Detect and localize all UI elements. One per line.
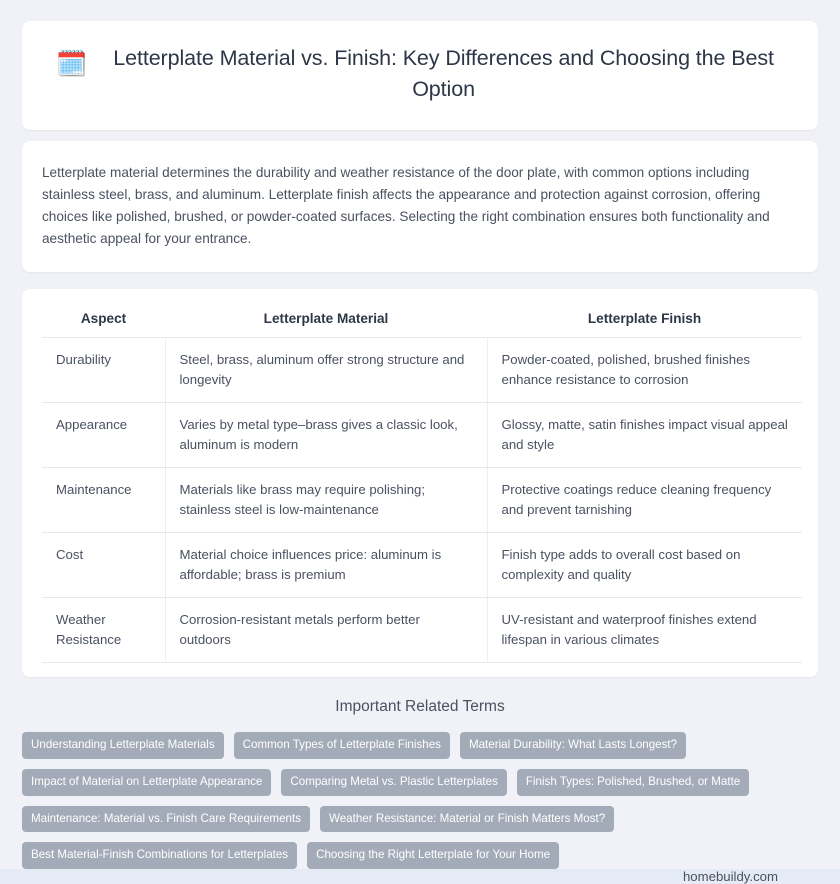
description-text: Letterplate material determines the durability and weather resistance of the door plate, with common options including stainless steel, brass, and aluminum. Letterplate finish affects the appearance and protection against corrosion, offering choices like polished, brushed, or powder-coated surfaces. Selecting the right combination ensures both functionality and aesthetic appeal for your entrance. xyxy=(42,165,770,247)
table-cell-material: Material choice influences price: aluminum is affordable; brass is premium xyxy=(165,533,487,598)
table-header-finish: Letterplate Finish xyxy=(487,305,802,338)
table-header-row xyxy=(42,305,802,338)
table-cell-material: Steel, brass, aluminum offer strong structure and longevity xyxy=(165,338,487,403)
related-terms-title: Important Related Terms xyxy=(335,698,505,716)
comparison-table-card xyxy=(22,289,818,677)
description-card xyxy=(22,141,818,272)
table-header-material: Letterplate Material xyxy=(165,305,487,338)
table-cell-aspect: Appearance xyxy=(42,403,165,468)
related-term-tag[interactable]: Comparing Metal vs. Plastic Letterplates xyxy=(281,769,507,796)
table-cell-finish: UV-resistant and waterproof finishes extend lifespan in various climates xyxy=(487,598,802,663)
site-name: homebuildy.com xyxy=(682,868,778,884)
table-cell-aspect: Cost xyxy=(42,533,165,598)
related-term-tag[interactable]: Finish Types: Polished, Brushed, or Matte xyxy=(517,769,749,796)
related-term-tag[interactable]: Understanding Letterplate Materials xyxy=(22,732,224,759)
related-terms-list xyxy=(22,732,818,868)
table-row xyxy=(42,533,802,598)
calendar-icon: 🗓️ xyxy=(56,50,88,78)
table-cell-aspect: Weather Resistance xyxy=(42,598,165,663)
related-term-tag[interactable]: Maintenance: Material vs. Finish Care Requirements xyxy=(22,806,310,833)
table-row xyxy=(42,403,802,468)
related-term-tag[interactable]: Choosing the Right Letterplate for Your Home xyxy=(307,842,559,869)
related-term-tag[interactable]: Weather Resistance: Material or Finish Matters Most? xyxy=(320,806,614,833)
table-cell-material: Varies by metal type–brass gives a classic look, aluminum is modern xyxy=(165,403,487,468)
table-cell-material: Corrosion-resistant metals perform better outdoors xyxy=(165,598,487,663)
comparison-table xyxy=(42,305,802,663)
table-row xyxy=(42,338,802,403)
table-cell-finish: Protective coatings reduce cleaning frequency and prevent tarnishing xyxy=(487,468,802,533)
related-term-tag[interactable]: Common Types of Letterplate Finishes xyxy=(234,732,450,759)
table-row xyxy=(42,468,802,533)
table-cell-finish: Powder-coated, polished, brushed finishes enhance resistance to corrosion xyxy=(487,338,802,403)
table-row xyxy=(42,598,802,663)
table-cell-finish: Finish type adds to overall cost based on complexity and quality xyxy=(487,533,802,598)
related-terms-section xyxy=(0,698,840,868)
table-cell-aspect: Durability xyxy=(42,338,165,403)
table-cell-finish: Glossy, matte, satin finishes impact visual appeal and style xyxy=(487,403,802,468)
table-header-aspect: Aspect xyxy=(42,305,165,338)
table-cell-material: Materials like brass may require polishing; stainless steel is low-maintenance xyxy=(165,468,487,533)
page-title: Letterplate Material vs. Finish: Key Differences and Choosing the Best Option xyxy=(113,46,774,101)
table-cell-aspect: Maintenance xyxy=(42,468,165,533)
related-term-tag[interactable]: Impact of Material on Letterplate Appearance xyxy=(22,769,271,796)
footer-band xyxy=(0,869,840,884)
table-head xyxy=(42,305,802,338)
table-body xyxy=(42,338,802,663)
header-card xyxy=(22,21,818,130)
related-term-tag[interactable]: Material Durability: What Lasts Longest? xyxy=(460,732,686,759)
related-term-tag[interactable]: Best Material-Finish Combinations for Letterplates xyxy=(22,842,297,869)
